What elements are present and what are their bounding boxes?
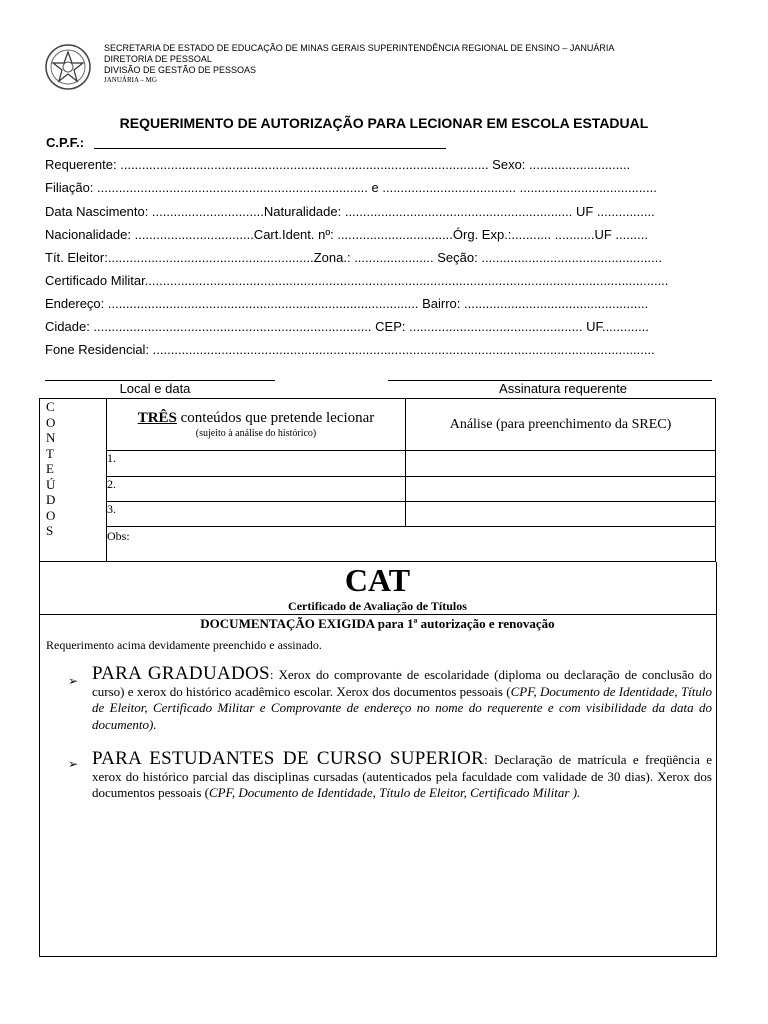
conteudo-row-2[interactable]	[107, 477, 406, 502]
arrow-bullet-icon: ➢	[68, 674, 79, 688]
cpf-label: C.P.F.:	[46, 135, 85, 150]
field-certificado-militar[interactable]: Certificado Militar.................................................................................................................................................	[45, 273, 669, 288]
analysis-header: Análise (para preenchimento da SREC)	[406, 399, 716, 451]
conteudos-header-text: conteúdos que pretende lecionar	[176, 410, 375, 426]
cpf-field[interactable]	[94, 148, 446, 149]
header-line-1: SECRETARIA DE ESTADO DE EDUCAÇÃO DE MINAS GERAIS SUPERINTENDÊNCIA REGIONAL DE ENSINO – JANUÁRIA	[104, 43, 615, 53]
field-fone[interactable]: Fone Residencial: ...........................................................................................................................................	[45, 342, 655, 357]
vertical-letter: T	[46, 445, 54, 461]
vertical-letter: O	[46, 507, 56, 523]
documentation-title: DOCUMENTAÇÃO EXIGIDA para 1ª autorização e renovação	[200, 616, 555, 631]
cat-title: CAT	[344, 562, 411, 598]
field-nacionalidade[interactable]: Nacionalidade: .................................Cart.Ident. nº: ................................Órg. Exp.:........... ...........UF .........	[45, 227, 648, 242]
row-number: 2.	[107, 477, 116, 491]
header-line-2: DIRETORIA DE PESSOAL	[104, 54, 212, 64]
vertical-letter: D	[46, 492, 56, 507]
analysis-row-2[interactable]	[406, 477, 716, 502]
estudantes-text: : Declaração de matrícula e freqüência e xerox do histórico parcial das disciplinas cursadas (autenticados pela faculdade com validade de 30 dias). Xerox dos documentos pessoais (	[92, 752, 712, 800]
estudantes-label: PARA ESTUDANTES DE CURSO SUPERIOR	[92, 748, 485, 769]
field-data-nascimento[interactable]: Data Nascimento: ...............................Naturalidade: ............................................................... UF ................	[45, 204, 655, 219]
header-block	[104, 43, 614, 84]
graduados-italic: CPF, Documento de Identidade, Título de Eleitor, Certificado Militar e Comprovante de endereço no nome do requerente e com visibilidade da data do documento).	[92, 683, 713, 732]
assinatura-label: Assinatura requerente	[499, 381, 627, 396]
graduados-label: PARA GRADUADOS	[92, 663, 270, 684]
graduados-text: : Xerox do comprovante de escolaridade (diploma ou declaração de conclusão do curso) e xerox do histórico acadêmico escolar. Xerox dos documentos pessoais (	[92, 667, 712, 699]
field-titulo-eleitor[interactable]: Tít. Eleitor:.........................................................Zona.: ...................... Seção: ..................................................	[45, 250, 662, 265]
conteudos-table	[39, 398, 716, 562]
field-requerente[interactable]: Requerente: ...................................................................................................... Sexo: ............................	[45, 157, 631, 172]
field-filiacao[interactable]: Filiação: ........................................................................... e ..................................... ......................................	[45, 180, 657, 195]
vertical-letter: N	[46, 430, 56, 445]
estudantes-italic: CPF, Documento de Identidade, Título de Eleitor, Certificado Militar ).	[208, 785, 581, 800]
row-number: 3.	[107, 502, 116, 516]
conteudos-header	[107, 399, 406, 451]
analysis-row-3[interactable]	[406, 502, 716, 527]
page-title: REQUERIMENTO DE AUTORIZAÇÃO PARA LECIONAR EM ESCOLA ESTADUAL	[119, 115, 649, 131]
vertical-letter: E	[46, 461, 54, 476]
field-endereco[interactable]: Endereço: ...................................................................................... Bairro: ...................................................	[45, 296, 649, 311]
vertical-letter: C	[46, 399, 55, 414]
vertical-letter: Ú	[46, 476, 56, 492]
field-cidade[interactable]: Cidade: ............................................................................. CEP: ................................................ UF.............	[45, 319, 649, 334]
conteudos-vertical-label	[40, 399, 107, 562]
cat-subtitle: Certificado de Avaliação de Títulos	[288, 599, 467, 613]
obs-label: Obs:	[107, 529, 130, 543]
requirement-line: Requerimento acima devidamente preenchido e assinado.	[46, 638, 322, 652]
conteudo-row-3[interactable]	[107, 502, 406, 527]
row-number: 1.	[107, 451, 116, 465]
estudantes-paragraph	[92, 748, 712, 802]
conteudo-row-1[interactable]	[107, 451, 406, 477]
header-line-3: DIVISÃO DE GESTÃO DE PESSOAS	[104, 65, 257, 75]
tres-bold: TRÊS	[137, 410, 177, 426]
vertical-letter: S	[46, 523, 54, 538]
obs-row[interactable]	[107, 527, 716, 562]
vertical-letter: O	[46, 414, 56, 430]
header-line-4: JANUÁRIA – MG	[104, 76, 157, 84]
analysis-row-1[interactable]	[406, 451, 716, 477]
cat-divider	[39, 614, 716, 615]
arrow-bullet-icon: ➢	[68, 757, 79, 771]
conteudos-header-sub: (sujeito à análise do histórico)	[195, 428, 317, 439]
state-seal-icon	[44, 43, 92, 91]
graduados-paragraph	[92, 663, 713, 733]
local-data-label: Local e data	[119, 381, 191, 396]
